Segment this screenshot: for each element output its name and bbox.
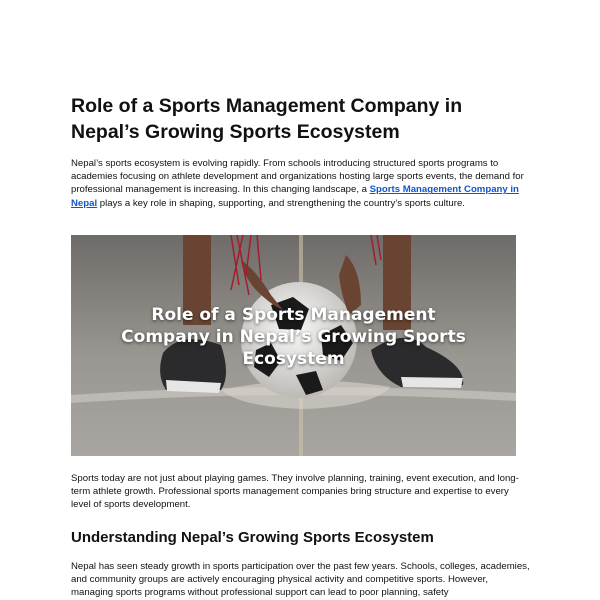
sports-management-link[interactable]: Sports Management Company in Nepal	[71, 184, 519, 209]
paragraph-2: Sports today are not just about playing games. They involve planning, training, event execution, and long-term athlete growth. Professional sports management companies bring structure and expertise to every level of sports development.	[71, 473, 519, 511]
article-title: Role of a Sports Management Company in Nepal’s Growing Sports Ecosystem	[71, 95, 463, 143]
section-heading: Understanding Nepal’s Growing Sports Ecosystem	[71, 529, 434, 546]
intro-paragraph	[71, 157, 531, 210]
intro-text: Nepal’s sports ecosystem is evolving rapidly. From schools introducing structured sports programs to academies focusing on athlete development and organizations hosting large sports events, the demand for professional management is increasing. In this changing landscape, a	[71, 158, 524, 196]
intro-text-end: plays a key role in shaping, supporting, and strengthening the country’s sports culture.	[97, 197, 465, 209]
paragraph-3: Nepal has seen steady growth in sports participation over the past few years. Schools, colleges, academies, and community groups are actively encouraging physical activity and competitive sports. However, managing sports programs without professional support can lead to poor planning, safety	[71, 561, 530, 599]
hero-overlay-title: Role of a Sports Management Company in Nepal’s Growing Sports Ecosystem	[121, 305, 466, 369]
hero-image	[71, 235, 516, 456]
